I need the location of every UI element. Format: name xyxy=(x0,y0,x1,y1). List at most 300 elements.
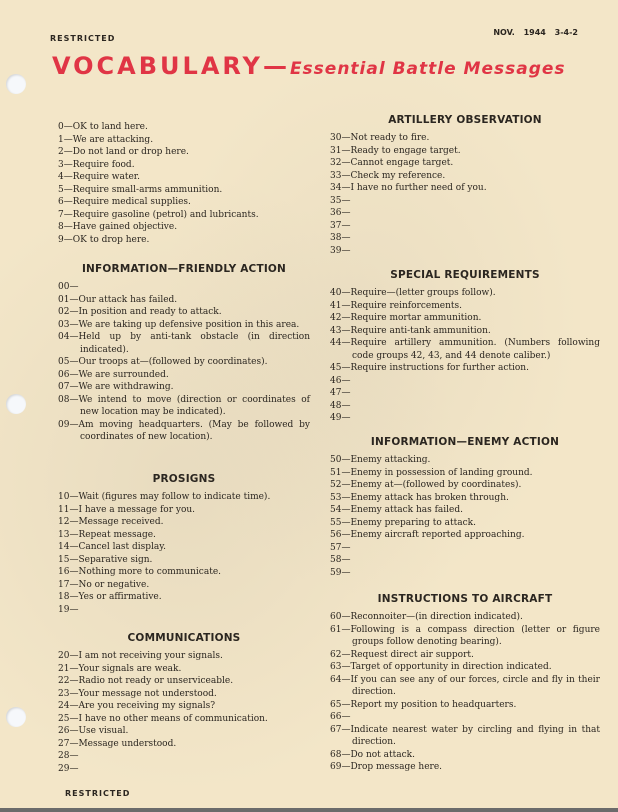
em-dash: — xyxy=(63,234,73,245)
message-code: 40 xyxy=(330,288,342,298)
em-dash: — xyxy=(341,749,351,760)
em-dash: — xyxy=(63,172,73,182)
em-dash: — xyxy=(341,400,351,411)
classification-footer: RESTRICTED xyxy=(65,789,131,798)
message-code: 4 xyxy=(58,172,64,182)
em-dash: — xyxy=(341,338,351,348)
message-text: If you can see any of our forces, circle and fly in their direction. xyxy=(350,674,600,697)
message-code: 37 xyxy=(330,220,342,231)
message-code: 51 xyxy=(330,467,342,478)
message-entry xyxy=(58,738,310,751)
message-entry xyxy=(330,375,600,388)
em-dash: — xyxy=(63,197,73,207)
message-entry xyxy=(58,700,310,713)
message-code: 52 xyxy=(330,480,342,490)
em-dash: — xyxy=(69,663,79,674)
em-dash: — xyxy=(69,319,79,330)
message-entry xyxy=(330,132,600,145)
message-entry xyxy=(330,157,600,170)
issue-date: NOV. 1944 xyxy=(493,28,546,37)
message-text: Cancel last display. xyxy=(78,542,166,552)
message-code: 20 xyxy=(58,651,70,661)
em-dash: — xyxy=(69,604,79,615)
message-code: 33 xyxy=(330,170,342,181)
section-general xyxy=(58,121,310,246)
em-dash: — xyxy=(69,307,79,317)
message-text: Indicate nearest water by circling and flying in that direction. xyxy=(350,724,600,747)
message-entry xyxy=(58,725,310,738)
message-code: 14 xyxy=(58,542,70,552)
em-dash: — xyxy=(341,455,351,465)
message-entry xyxy=(330,661,600,674)
message-entry xyxy=(330,749,600,762)
section-heading: ARTILLERY OBSERVATION xyxy=(388,114,542,126)
em-dash: — xyxy=(69,738,79,749)
message-text: Request direct air support. xyxy=(350,649,474,660)
em-dash: — xyxy=(69,592,79,602)
message-entry xyxy=(330,325,600,338)
message-text: Following is a compass direction (letter or figure groups follow denoting bearing). xyxy=(350,624,600,647)
em-dash: — xyxy=(69,567,79,577)
message-code: 07 xyxy=(58,382,70,392)
message-code: 31 xyxy=(330,145,342,156)
message-entry xyxy=(58,331,310,356)
message-text: Enemy attack has broken through. xyxy=(350,492,509,503)
em-dash: — xyxy=(341,300,351,311)
em-dash: — xyxy=(341,208,351,218)
message-text: Require—(letter groups follow). xyxy=(350,288,496,298)
em-dash: — xyxy=(63,134,73,145)
message-text: Check my reference. xyxy=(350,170,446,181)
em-dash: — xyxy=(341,170,351,181)
em-dash: — xyxy=(69,579,79,590)
message-entry xyxy=(58,688,310,701)
message-entry xyxy=(58,159,310,172)
em-dash: — xyxy=(69,688,79,699)
em-dash: — xyxy=(69,651,79,661)
message-code: 9 xyxy=(58,234,64,245)
message-entry xyxy=(58,121,310,134)
message-code: 54 xyxy=(330,505,342,515)
message-text: Use visual. xyxy=(78,726,129,736)
message-text: Report my position to headquarters. xyxy=(350,699,517,710)
section-heading: PROSIGNS xyxy=(152,473,216,485)
message-code: 61 xyxy=(330,624,342,635)
message-text: I am not receiving your signals. xyxy=(78,651,223,661)
message-entry xyxy=(330,195,600,208)
message-code: 27 xyxy=(58,738,70,749)
message-code: 35 xyxy=(330,195,342,206)
em-dash: — xyxy=(341,699,351,710)
punch-hole-bottom xyxy=(6,707,26,727)
message-entry xyxy=(330,724,600,749)
message-text: Require instructions for further action. xyxy=(350,363,529,373)
message-entry xyxy=(58,394,310,419)
message-code: 44 xyxy=(330,338,342,348)
message-code: 39 xyxy=(330,245,342,256)
em-dash: — xyxy=(341,288,351,298)
message-text: Require food. xyxy=(72,159,135,170)
message-text: Require mortar ammunition. xyxy=(350,313,482,323)
em-dash: — xyxy=(69,357,79,367)
message-code: 46 xyxy=(330,375,342,386)
message-text: Require gasoline (petrol) and lubricants. xyxy=(72,209,259,220)
message-entry xyxy=(58,541,310,554)
section-artillery-observation xyxy=(330,114,600,257)
page-bottom-edge xyxy=(0,808,618,812)
message-entry xyxy=(58,604,310,617)
message-entry xyxy=(58,491,310,504)
message-entry xyxy=(330,245,600,258)
message-code: 28 xyxy=(58,751,70,761)
message-code: 19 xyxy=(58,604,70,615)
message-entry xyxy=(58,196,310,209)
message-text: Not ready to fire. xyxy=(350,133,430,143)
message-entry xyxy=(58,184,310,197)
section-heading: INFORMATION—FRIENDLY ACTION xyxy=(81,263,287,275)
message-entry xyxy=(58,221,310,234)
message-text: Your message not understood. xyxy=(78,688,217,699)
em-dash: — xyxy=(69,726,79,736)
em-dash: — xyxy=(341,517,351,528)
em-dash: — xyxy=(341,195,351,206)
em-dash: — xyxy=(341,133,351,143)
section-heading: INFORMATION—ENEMY ACTION xyxy=(370,436,560,448)
message-code: 50 xyxy=(330,455,342,465)
message-text: Enemy at—(followed by coordinates). xyxy=(350,480,522,490)
em-dash: — xyxy=(69,517,79,527)
message-entry xyxy=(58,356,310,369)
em-dash: — xyxy=(69,394,79,405)
message-text: Nothing more to communicate. xyxy=(78,567,222,577)
message-code: 66 xyxy=(330,712,342,722)
message-entry xyxy=(330,312,600,325)
message-code: 68 xyxy=(330,749,342,760)
em-dash: — xyxy=(341,375,351,386)
punch-hole-middle xyxy=(6,394,26,414)
message-text: Enemy aircraft reported approaching. xyxy=(350,530,525,540)
message-entry xyxy=(58,146,310,159)
message-text: Have gained objective. xyxy=(72,222,178,232)
message-entry xyxy=(330,554,600,567)
em-dash: — xyxy=(341,480,351,490)
message-text: Require artillery ammunition. (Numbers following code groups 42, 43, and 44 denote caliber.) xyxy=(350,338,600,361)
message-entry xyxy=(330,232,600,245)
message-entry xyxy=(58,650,310,663)
message-code: 48 xyxy=(330,400,342,411)
message-text: OK to drop here. xyxy=(72,234,150,245)
title-dash: — xyxy=(262,52,290,80)
message-code: 49 xyxy=(330,413,342,423)
em-dash: — xyxy=(69,554,79,565)
message-code: 09 xyxy=(58,419,70,430)
message-code: 1 xyxy=(58,134,64,145)
message-code: 03 xyxy=(58,319,70,330)
message-text: OK to land here. xyxy=(72,122,148,132)
message-code: 7 xyxy=(58,209,64,220)
em-dash: — xyxy=(63,147,73,157)
message-text: Am moving headquarters. (May be followed by coordinates of new location). xyxy=(78,419,310,442)
em-dash: — xyxy=(341,325,351,336)
em-dash: — xyxy=(341,388,351,398)
message-entry xyxy=(330,517,600,530)
em-dash: — xyxy=(69,492,79,502)
message-entry xyxy=(330,182,600,195)
message-code: 43 xyxy=(330,325,342,336)
message-code: 57 xyxy=(330,542,342,553)
message-code: 67 xyxy=(330,724,342,735)
message-entry xyxy=(330,492,600,505)
section-heading: COMMUNICATIONS xyxy=(127,632,241,644)
em-dash: — xyxy=(341,612,351,622)
message-code: 42 xyxy=(330,313,342,323)
message-entry xyxy=(330,761,600,774)
message-entry xyxy=(58,381,310,394)
em-dash: — xyxy=(69,542,79,552)
message-code: 55 xyxy=(330,517,342,528)
message-code: 45 xyxy=(330,363,342,373)
em-dash: — xyxy=(69,713,79,724)
message-code: 0 xyxy=(58,122,64,132)
message-code: 41 xyxy=(330,300,342,311)
message-code: 2 xyxy=(58,147,64,157)
message-text: Our attack has failed. xyxy=(78,294,178,305)
message-text: Do not attack. xyxy=(350,749,415,760)
em-dash: — xyxy=(63,209,73,220)
em-dash: — xyxy=(341,674,351,685)
message-text: We are attacking. xyxy=(72,134,154,145)
message-text: Our troops at—(followed by coordinates). xyxy=(78,357,268,367)
message-text: In position and ready to attack. xyxy=(78,307,222,317)
message-entry xyxy=(58,134,310,147)
message-code: 38 xyxy=(330,233,342,243)
message-code: 29 xyxy=(58,763,70,774)
message-entry xyxy=(58,591,310,604)
message-entry xyxy=(330,542,600,555)
message-entry xyxy=(330,145,600,158)
em-dash: — xyxy=(69,282,79,292)
section-friendly-action xyxy=(58,263,310,444)
em-dash: — xyxy=(341,530,351,540)
message-entry xyxy=(330,699,600,712)
message-code: 60 xyxy=(330,612,342,622)
em-dash: — xyxy=(341,555,351,565)
message-text: Are you receiving my signals? xyxy=(78,701,216,711)
message-entry xyxy=(330,567,600,580)
message-entry xyxy=(330,624,600,649)
message-entry xyxy=(58,675,310,688)
message-entry xyxy=(330,362,600,375)
em-dash: — xyxy=(341,762,351,772)
message-code: 3 xyxy=(58,159,64,170)
message-text: We are withdrawing. xyxy=(78,382,174,392)
em-dash: — xyxy=(341,542,351,553)
message-text: Ready to engage target. xyxy=(350,145,461,156)
message-entry xyxy=(58,234,310,247)
message-entry xyxy=(58,319,310,332)
message-text: Radio not ready or unserviceable. xyxy=(78,676,234,686)
message-code: 11 xyxy=(58,504,70,515)
title-main: VOCABULARY xyxy=(52,52,263,80)
message-entry xyxy=(58,579,310,592)
message-entry xyxy=(330,170,600,183)
message-entry xyxy=(330,400,600,413)
message-code: 34 xyxy=(330,183,342,193)
em-dash: — xyxy=(63,184,73,195)
message-entry xyxy=(58,554,310,567)
message-code: 13 xyxy=(58,529,70,540)
message-code: 08 xyxy=(58,394,70,405)
message-code: 30 xyxy=(330,133,342,143)
message-code: 8 xyxy=(58,222,64,232)
em-dash: — xyxy=(341,492,351,503)
message-code: 04 xyxy=(58,332,70,342)
em-dash: — xyxy=(341,245,351,256)
message-code: 21 xyxy=(58,663,70,674)
em-dash: — xyxy=(341,145,351,156)
em-dash: — xyxy=(341,158,351,168)
message-code: 56 xyxy=(330,530,342,540)
message-code: 6 xyxy=(58,197,64,207)
message-entry xyxy=(58,529,310,542)
message-text: We are taking up defensive position in this area. xyxy=(78,319,300,330)
em-dash: — xyxy=(69,294,79,305)
message-text: Cannot engage target. xyxy=(350,158,454,168)
message-entry xyxy=(58,504,310,517)
message-code: 25 xyxy=(58,713,70,724)
message-code: 02 xyxy=(58,307,70,317)
message-entry xyxy=(330,454,600,467)
em-dash: — xyxy=(341,505,351,515)
message-code: 65 xyxy=(330,699,342,710)
message-entry xyxy=(58,750,310,763)
message-text: I have a message for you. xyxy=(78,504,196,515)
message-code: 58 xyxy=(330,555,342,565)
message-code: 16 xyxy=(58,567,70,577)
em-dash: — xyxy=(69,369,79,380)
message-entry xyxy=(58,763,310,776)
message-text: Require reinforcements. xyxy=(350,300,462,311)
message-entry xyxy=(330,674,600,699)
message-code: 59 xyxy=(330,567,342,578)
message-code: 06 xyxy=(58,369,70,380)
message-text: Your signals are weak. xyxy=(78,663,182,674)
message-code: 15 xyxy=(58,554,70,565)
page-title xyxy=(52,52,566,80)
message-text: Require water. xyxy=(72,172,140,182)
em-dash: — xyxy=(341,567,351,578)
section-heading: SPECIAL REQUIREMENTS xyxy=(390,269,540,281)
em-dash: — xyxy=(341,712,351,722)
message-code: 05 xyxy=(58,357,70,367)
em-dash: — xyxy=(341,220,351,231)
message-text: Drop message here. xyxy=(350,762,443,772)
message-text: Held up by anti-tank obstacle (in direction indicated). xyxy=(78,332,310,355)
message-code: 5 xyxy=(58,184,64,195)
message-entry xyxy=(330,467,600,480)
message-entry xyxy=(330,220,600,233)
message-entry xyxy=(58,306,310,319)
message-text: Enemy attack has failed. xyxy=(350,505,463,515)
message-entry xyxy=(58,419,310,444)
em-dash: — xyxy=(341,363,351,373)
message-text: Message received. xyxy=(78,517,164,527)
message-text: Enemy attacking. xyxy=(350,455,431,465)
message-text: I have no further need of you. xyxy=(350,183,487,193)
em-dash: — xyxy=(63,222,73,232)
message-entry xyxy=(58,369,310,382)
message-text: Reconnoiter—(in direction indicated). xyxy=(350,612,523,622)
em-dash: — xyxy=(63,159,73,170)
section-enemy-action xyxy=(330,436,600,579)
section-prosigns xyxy=(58,473,310,616)
message-code: 01 xyxy=(58,294,70,305)
em-dash: — xyxy=(69,701,79,711)
message-text: We are surrounded. xyxy=(78,369,169,380)
message-entry xyxy=(58,281,310,294)
message-entry xyxy=(330,337,600,362)
message-code: 17 xyxy=(58,579,70,590)
date-page-ref xyxy=(493,28,578,37)
em-dash: — xyxy=(69,751,79,761)
em-dash: — xyxy=(341,624,351,635)
message-code: 22 xyxy=(58,676,70,686)
message-code: 69 xyxy=(330,762,342,772)
message-entry xyxy=(330,611,600,624)
message-text: We intend to move (direction or coordinates of new location may be indicated). xyxy=(78,394,310,417)
message-text: Require anti-tank ammunition. xyxy=(350,325,491,336)
em-dash: — xyxy=(69,419,79,430)
section-special-requirements xyxy=(330,269,600,425)
message-text: Yes or affirmative. xyxy=(78,592,162,602)
em-dash: — xyxy=(63,122,73,132)
em-dash: — xyxy=(341,313,351,323)
message-entry xyxy=(330,207,600,220)
message-text: Enemy in possession of landing ground. xyxy=(350,467,533,478)
message-code: 32 xyxy=(330,158,342,168)
message-entry xyxy=(58,663,310,676)
message-entry xyxy=(330,287,600,300)
message-text: Separative sign. xyxy=(78,554,153,565)
message-code: 47 xyxy=(330,388,342,398)
message-code: 24 xyxy=(58,701,70,711)
message-text: Require small-arms ammunition. xyxy=(72,184,223,195)
message-text: Enemy preparing to attack. xyxy=(350,517,476,528)
message-entry xyxy=(330,300,600,313)
page-reference: 3-4-2 xyxy=(554,28,578,37)
em-dash: — xyxy=(69,529,79,540)
message-text: Wait (figures may follow to indicate time). xyxy=(78,492,271,502)
message-code: 53 xyxy=(330,492,342,503)
section-heading: INSTRUCTIONS TO AIRCRAFT xyxy=(377,593,553,605)
em-dash: — xyxy=(341,649,351,660)
em-dash: — xyxy=(69,382,79,392)
message-code: 23 xyxy=(58,688,70,699)
message-code: 12 xyxy=(58,517,70,527)
classification-header: RESTRICTED xyxy=(50,34,116,43)
message-text: No or negative. xyxy=(78,579,150,590)
em-dash: — xyxy=(341,724,351,735)
message-entry xyxy=(58,566,310,579)
em-dash: — xyxy=(69,676,79,686)
message-entry xyxy=(58,171,310,184)
punch-hole-top xyxy=(6,74,26,94)
message-entry xyxy=(58,713,310,726)
em-dash: — xyxy=(341,413,351,423)
message-entry xyxy=(330,412,600,425)
message-text: I have no other means of communication. xyxy=(78,713,268,724)
em-dash: — xyxy=(341,233,351,243)
